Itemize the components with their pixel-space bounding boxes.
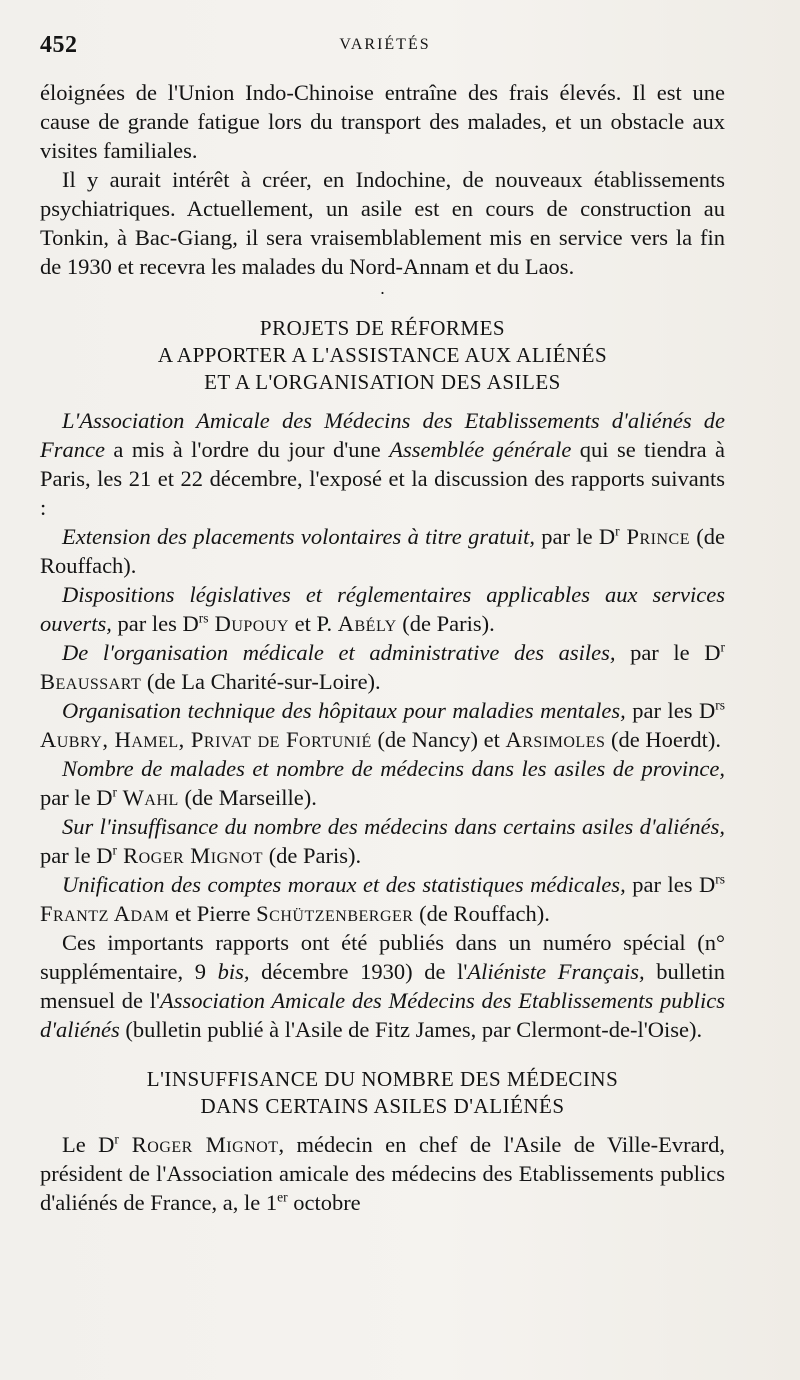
author-name: Schützenberger	[256, 901, 414, 926]
section-title-line: L'INSUFFISANCE DU NOMBRE DES MÉDECINS	[146, 1067, 619, 1091]
report-item	[40, 638, 725, 696]
author-name: Roger Mignot	[118, 1132, 279, 1157]
author-name: Roger Mignot	[116, 843, 264, 868]
report-title: Extension des placements volontaires à titre gratuit,	[62, 524, 535, 549]
text-run: Ces importants rapports ont été publiés dans un numéro spécial (n° supplémentaire, 9	[40, 930, 725, 984]
text-run: octobre	[287, 1190, 361, 1215]
section-title-line: DANS CERTAINS ASILES D'ALIÉNÉS	[200, 1094, 565, 1118]
author-name: Prince	[619, 524, 690, 549]
assembly-term: Assemblée générale	[389, 437, 572, 462]
text-run: a mis à l'ordre du jour d'une	[104, 437, 390, 462]
author-name: Wahl	[116, 785, 179, 810]
page-body	[40, 78, 725, 1217]
text-run: par le D	[40, 785, 113, 810]
text-run: par le D	[615, 640, 721, 665]
report-item	[40, 696, 725, 754]
text-run-italic: bis,	[217, 959, 250, 984]
report-item	[40, 754, 725, 812]
superscript: rs	[715, 871, 725, 887]
intro-paragraph-2: Il y aurait intérêt à créer, en Indochine, de nouveaux établissements psychiatriques. Actuellement, un asile est en cours de construction au Tonkin, à Bac-Giang, il sera vraisemblablement mis en service vers la fin de 1930 et recevra les malades du Nord-Annam et du Laos.	[40, 167, 725, 279]
running-head: VARIÉTÉS	[339, 36, 431, 53]
section-title-insufficiency	[40, 1066, 725, 1120]
section-title-line: PROJETS DE RÉFORMES	[259, 316, 506, 340]
text-run: et P.	[288, 611, 338, 636]
text-run: (de Paris).	[263, 843, 362, 868]
text-run: (de Rouffach).	[413, 901, 550, 926]
report-title: De l'organisation médicale et administrative des asiles,	[62, 640, 616, 665]
section-title-line: ET A L'ORGANISATION DES ASILES	[204, 370, 561, 394]
text-run: (de Nancy) et	[371, 727, 506, 752]
superscript: r	[112, 784, 117, 800]
report-item	[40, 812, 725, 870]
report-title: Dispositions législatives et réglementaires applicables aux services ouverts,	[40, 582, 725, 636]
author-name: Frantz Adam	[40, 901, 170, 926]
intro-paragraph-1: éloignées de l'Union Indo-Chinoise entraîne des frais élevés. Il est une cause de grande fatigue lors du transport des malades, et un obstacle aux visites familiales.	[40, 80, 725, 163]
text-run: (de La Charité-sur-Loire).	[141, 669, 381, 694]
text-run: par le D	[535, 524, 616, 549]
report-title: Sur l'insuffisance du nombre des médecins dans certains asiles d'aliénés,	[62, 814, 725, 839]
section-title-line: A APPORTER A L'ASSISTANCE AUX ALIÉNÉS	[157, 343, 608, 367]
text-run: (de Marseille).	[178, 785, 317, 810]
superscript: er	[277, 1189, 288, 1205]
text-run: (de Rouffach).	[40, 524, 726, 578]
association-name: L'Association Amicale des Médecins des Etablissements d'aliénés de France	[40, 408, 725, 462]
author-name: Aubry, Hamel, Privat de Fortunié	[40, 727, 372, 752]
text-run: et Pierre	[169, 901, 257, 926]
text-run: (de Hoerdt).	[605, 727, 721, 752]
superscript: r	[720, 639, 725, 655]
text-run: par les D	[111, 611, 199, 636]
text-run: par les D	[625, 872, 716, 897]
page-header	[40, 30, 730, 66]
superscript: rs	[715, 697, 725, 713]
association-name: Association Amicale des Médecins des Etablissements publics d'aliénés	[40, 988, 725, 1042]
author-name: Beaussart	[40, 669, 142, 694]
section-separator: ·	[379, 283, 386, 303]
publication-note	[40, 928, 725, 1044]
assembly-announcement	[40, 406, 725, 522]
superscript: rs	[198, 610, 209, 626]
text-run: qui se tiendra à Paris, les 21 et 22 décembre, l'exposé et la discussion des rapports suivants :	[40, 437, 726, 520]
section-title-reforms	[40, 315, 725, 396]
mignot-paragraph	[40, 1130, 725, 1217]
superscript: r	[114, 1131, 119, 1147]
text-run: , médecin en chef de l'Asile de Ville-Evrard, président de l'Association amicale des médecins des Etablissements publics d'aliénés de France, a, le 1	[40, 1132, 725, 1215]
superscript: r	[112, 842, 117, 858]
text-run: Le D	[62, 1132, 115, 1157]
page-number: 452	[40, 32, 78, 58]
text-run: (bulletin publié à l'Asile de Fitz James, par Clermont-de-l'Oise).	[119, 1017, 703, 1042]
author-name: Arsimoles	[505, 727, 606, 752]
text-run: (de Paris).	[396, 611, 495, 636]
report-item	[40, 522, 725, 580]
report-title: Organisation technique des hôpitaux pour maladies mentales,	[62, 698, 626, 723]
journal-name: Aliéniste Français,	[467, 959, 645, 984]
text-run: décembre 1930) de l'	[249, 959, 468, 984]
report-item	[40, 580, 725, 638]
report-title: Unification des comptes moraux et des statistiques médicales,	[62, 872, 626, 897]
author-name: Abély	[337, 611, 397, 636]
text-run: par le D	[40, 843, 113, 868]
report-title: Nombre de malades et nombre de médecins dans les asiles de province,	[62, 756, 725, 781]
text-run: par les D	[625, 698, 716, 723]
superscript: r	[615, 523, 620, 539]
text-run: bulletin mensuel de l'	[40, 959, 725, 1013]
report-item	[40, 870, 725, 928]
author-name: Dupouy	[208, 611, 289, 636]
